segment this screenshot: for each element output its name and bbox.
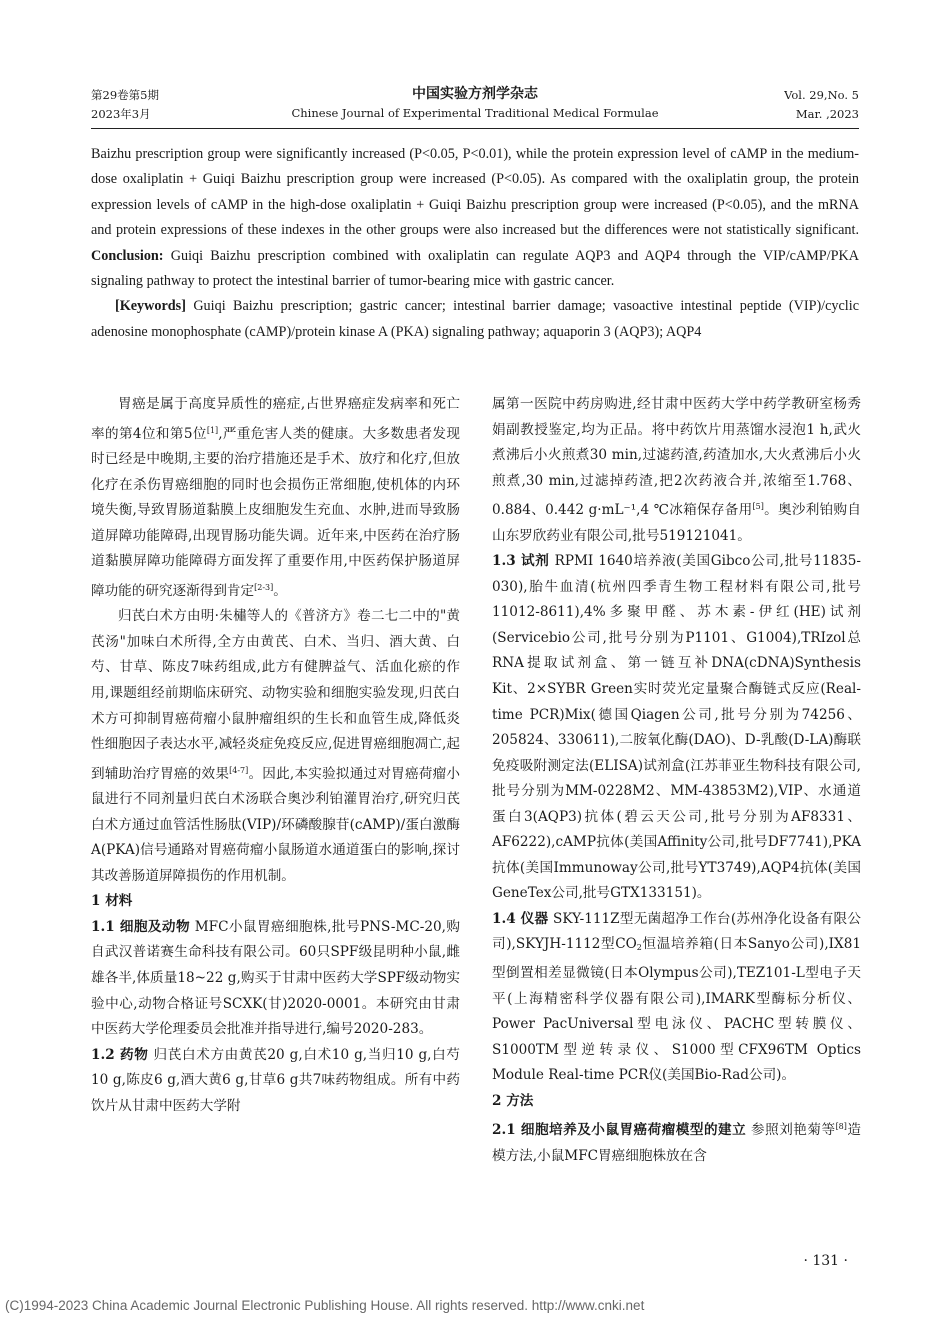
- date-en: Mar. ,2023: [795, 107, 859, 121]
- abstract-body: [91, 142, 859, 294]
- text-run: 。奥沙利铂购自山东罗欣药业有限公司,批号519121041。: [492, 502, 862, 544]
- citation: [4-7]: [229, 765, 249, 775]
- text-run: 。因此,本实验拟通过对胃癌荷瘤小鼠进行不同剂量归芪白术汤联合奥沙利铂灌胃治疗,研究归芪白术方通过血管活性肠肽(VIP)/环磷酸腺苷(cAMP)/蛋白激酶A(PKA)信号通路对胃癌荷瘤小鼠肠道水通道蛋白的影响,探讨其改善肠道屏障损伤的作用机制。: [91, 765, 461, 884]
- citation: [8]: [835, 1122, 847, 1132]
- page-number: · 131 ·: [803, 1253, 848, 1269]
- subsection-label: 1.1 细胞及动物: [91, 918, 190, 935]
- keywords-text: Guiqi Baizhu prescription; gastric cancer; intestinal barrier damage; vasoactive intestinal peptide (VIP)/cyclic adenosine monophosphate (cAMP)/protein kinase A (PKA) signaling pathway; aquaporin 3 (AQP3); AQP4: [91, 298, 859, 340]
- text-run: MFC小鼠胃癌细胞株,批号PNS-MC-20,购自武汉普诺赛生命科技有限公司。60只SPF级昆明种小鼠,雌雄各半,体质量18~22 g,购买于甘肃中医药大学SPF级动物实验中心,动物合格证号SCXK(甘)2020-0001。本研究由甘肃中医药大学伦理委员会批准并指导进行,编号2020-283。: [91, 918, 460, 1038]
- header-rule: [91, 128, 859, 129]
- text-run: 归芪白术方由明·朱橚等人的《普济方》卷二七二中的"黄芪汤"加味白术所得,全方由黄芪、白术、当归、酒大黄、白芍、甘草、陈皮7味药组成,此方有健脾益气、活血化瘀的作用,课题组经前期临床研究、动物实验和细胞实验发现,归芪白术方可抑制胃癌荷瘤小鼠肿瘤组织的生长和血管生成,降低炎性细胞因子表达水平,减轻炎症免疫反应,促进胃癌细胞凋亡,起到辅助治疗胃癌的效果: [91, 608, 460, 782]
- right-column: [492, 392, 861, 1169]
- drug-paragraph: [492, 392, 861, 549]
- volume-en: Vol. 29,No. 5: [784, 88, 859, 102]
- text-run: 。: [273, 582, 287, 599]
- citation: [2-3]: [254, 582, 274, 592]
- text-run: 恒温培养箱(日本Sanyo公司),IX81型倒置相差显微镜(日本Olympus公司),TEZ101-L型电子天平(上海精密科学仪器有限公司),IMARK型酶标分析仪、Power PacUniversal型电泳仪、PACHC型转膜仪、S1000TM型逆转录仪、S1000型CFX96TM Optics Module Real-time PCR仪(美国Bio-Rad公司)。: [492, 936, 861, 1084]
- subsection-2-1: [492, 1114, 861, 1169]
- subsection-1-3: [492, 549, 861, 907]
- text-run: 参照刘艳菊等: [751, 1122, 836, 1139]
- journal-title-cn: 中国实验方剂学杂志: [412, 86, 538, 102]
- text-run: 属第一医院中药房购进,经甘肃中医药大学中药学教研室杨秀娟副教授鉴定,均为正品。将中药饮片用蒸馏水浸泡1 h,武火煮沸后小火煎煮30 min,过滤药渣,药渣加水,大火煮沸后小火煎煮,30 min,过滤掉药渣,把2次药液合并,浓缩至1.768、0.884、0.442 g·mL⁻¹,4 ℃冰箱保存备用: [492, 396, 861, 519]
- keywords-label: [Keywords]: [115, 298, 186, 315]
- intro-paragraph-1: [91, 392, 460, 604]
- header-right: [784, 86, 859, 124]
- abstract-results: Baizhu prescription group were significantly increased (P<0.05, P<0.01), while the protein expression level of cAMP in the medium-dose oxaliplatin + Guiqi Baizhu prescription group were increased (P<0.05). As compared with the oxaliplatin group, the protein expression levels of cAMP in the high-dose oxaliplatin + Guiqi Baizhu prescription group were increased (P<0.05), and the mRNA and protein expressions of these indexes in the other groups were also increased but the differences were not statistically significant.: [91, 146, 859, 239]
- journal-title-en: Chinese Journal of Experimental Traditional Medical Formulae: [291, 106, 659, 120]
- section-heading-materials: 1 材料: [91, 893, 133, 910]
- date-cn: 2023年3月: [91, 107, 151, 121]
- text-run: RPMI 1640培养液(美国Gibco公司,批号11835-030),胎牛血清(杭州四季青生物工程材料有限公司,批号11012-8611),4%多聚甲醛、苏木素-伊红(HE)试剂(Servicebio公司,批号分别为P1101、G1004),TRIzol总RNA提取试剂盒、第一链互补DNA(cDNA)Synthesis Kit、2×SYBR Green实时荧光定量聚合酶链式反应(Real-time PCR)Mix(德国Qiagen公司,批号分别为74256、205824、330611),二胺氧化酶(DAO)、D-乳酸(D-LA)酶联免疫吸附测定法(ELISA)试剂盒(江苏菲亚生物科技有限公司,批号分别为MM-0228M2、MM-43853M2),VIP、水通道蛋白3(AQP3)抗体(碧云天公司,批号分别为AF8331、AF6222),cAMP抗体(美国Affinity公司,批号DF7741),PKA抗体(美国Immunoway公司,批号YT3749),AQP4抗体(美国GeneTex公司,批号GTX133151)。: [492, 553, 861, 902]
- subsection-label: 1.3 试剂: [492, 553, 550, 570]
- text-run: ,严重危害人类的健康。大多数患者发现时已经是中晚期,主要的治疗措施还是手术、放疗和化疗,但放化疗在杀伤胃癌细胞的同时也会损伤正常细胞,使机体的内环境失衡,导致胃肠道黏膜上皮细胞发生充血、水肿,进而导致肠道屏障功能障碍,出现胃肠功能失调。近年来,中医药在治疗肠道黏膜屏障功能障碍方面发挥了重要作用,中医药保护肠道屏障功能的研究逐渐得到肯定: [91, 425, 460, 599]
- text-run: 胃癌是属于高度异质性的癌症,占世界癌症发病率和死亡率的第4位和第5位: [91, 396, 460, 442]
- text-run: 归芪白术方由黄芪20 g,白术10 g,当归10 g,白芍10 g,陈皮6 g,酒大黄6 g,甘草6 g共7味药物组成。所有中药饮片从甘肃中医药大学附: [91, 1046, 460, 1114]
- conclusion-text: Guiqi Baizhu prescription combined with oxaliplatin can regulate AQP3 and AQP4 through the VIP/cAMP/PKA signaling pathway to protect the intestinal barrier of tumor-bearing mice with gastric cancer.: [91, 247, 860, 290]
- conclusion-label: Conclusion:: [91, 247, 164, 264]
- abstract: [91, 142, 859, 345]
- section-heading-methods: 2 方法: [492, 1092, 534, 1109]
- volume-cn: 第29卷第5期: [91, 88, 159, 102]
- subsection-1-4: [492, 907, 861, 1089]
- subscript: 2: [636, 943, 642, 953]
- left-column: [91, 392, 460, 1119]
- text-run: 造模方法,小鼠MFC胃癌细胞株放在含: [492, 1122, 861, 1164]
- subsection-label: 2.1 细胞培养及小鼠胃癌荷瘤模型的建立: [492, 1122, 747, 1139]
- intro-paragraph-2: [91, 604, 460, 889]
- subsection-1-1: [91, 915, 460, 1043]
- citation: [1]: [206, 425, 219, 435]
- copyright-footer: (C)1994-2023 China Academic Journal Electronic Publishing House. All rights reserved. http://www.cnki.net: [5, 1298, 645, 1313]
- text-run: SKY-111Z型无菌超净工作台(苏州净化设备有限公司),SKYJH-1112型CO: [492, 910, 861, 953]
- subsection-label: 1.2 药物: [91, 1046, 149, 1063]
- subsection-1-2: [91, 1043, 460, 1120]
- subsection-label: 1.4 仪器: [492, 910, 549, 927]
- keywords: [91, 294, 859, 345]
- citation: [5]: [752, 502, 764, 512]
